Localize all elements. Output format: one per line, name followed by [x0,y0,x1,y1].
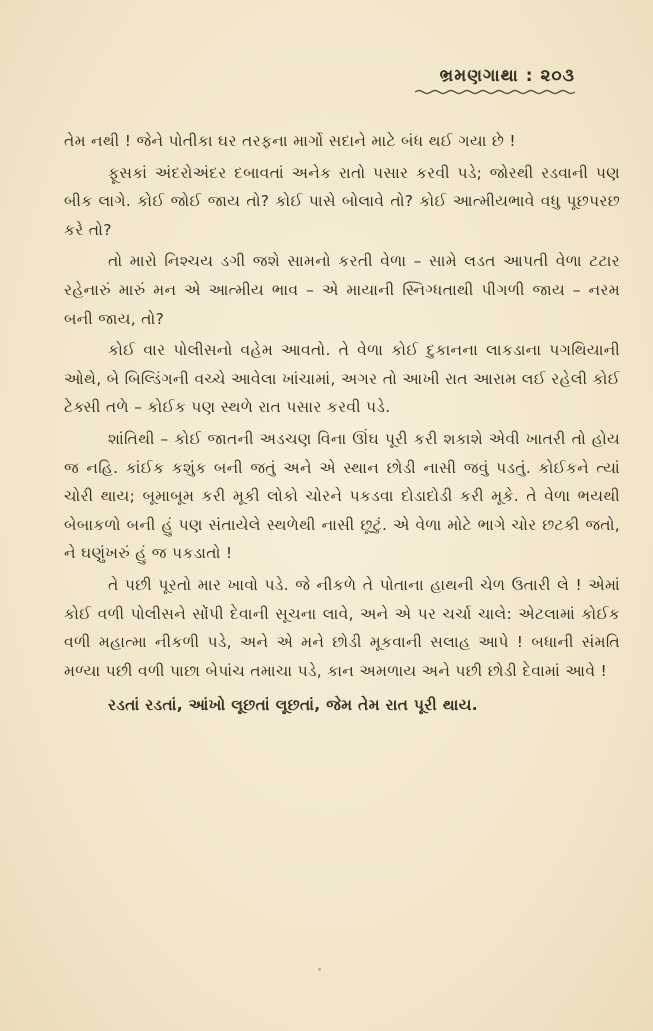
paragraph: તો મારો નિશ્ચય ડગી જશે સામનો કરતી વેળા – સામે લડત આપતી વેળા ટટાર રહેનારું મારું મન એ આત્મીય ભાવ – એ માયાની સ્નિગ્ધતાથી પીગળી જાય – નરમ બની જાય, તો? [64,252,620,328]
paragraph: ફૂસકાં અંદરોઅંદર દબાવતાં અનેક રાતો પસાર કરવી પડે; જોરથી રડવાની પણ બીક લાગે. કોઈ જોઈ જાય તો? કોઈ પાસે બોલાવે તો? કોઈ આત્મીયભાવે વધુ પૂછપરછ કરે તો? [64,163,620,239]
paragraph: તે પછી પૂરતો માર ખાવો પડે. જે નીકળે તે પોતાના હાથની ચેળ ઉતારી લે ! એમાં કોઈ વળી પોલીસને સોંપી દેવાની સૂચના લાવે, અને એ પર ચર્ચા ચાલે: એટલામાં કોઈક વળી મહાત્મા નીકળી પડે, અને એ મને છોડી મૂકવાની સલાહ આપે ! બધાની સંમતિ મળ્યા પછી વળી પાછા બેપાંચ તમાચા પડે, કાન અમળાય અને પછી છોડી દેવામાં આવે ! [64,575,620,680]
running-title: ભ્રમણગાથા : ૨૦૩ [439,66,575,86]
paper-speck [318,968,321,971]
paragraph: શાંતિથી – કોઈ જાતની અડચણ વિના ઊંઘ પૂરી કરી શકાશે એવી ખાતરી તો હોય જ નહિ. કાંઈક કશુંક બની જતું અને એ સ્થાન છોડી નાસી જવું પડતું. કોઈકને ત્યાં ચોરી થાય; બૂમાબૂમ કરી મૂકી લોકો ચોરને પકડવા દોડાદોડી કરી મૂકે. તે વેળા ભયથી બેબાકળો બની હું પણ સંતાયેલે સ્થળેથી નાસી છૂટું. એ વેળા મોટે ભાગે ચોર છટકી જતો, ને ઘણુંખરું હું જ પકડાતો ! [64,429,620,563]
running-header [415,66,575,95]
wavy-underline [415,89,575,95]
paragraph: તેમ નથી ! જેને પોતીકા ઘર તરફના માર્ગો સદાને માટે બંધ થઈ ગયા છે ! [64,132,516,150]
paragraph: રડતાં રડતાં, આંખો લૂછતાં લૂછતાં, જેમ તેમ રાત પૂરી થાય. [108,696,478,715]
body-text [64,127,620,723]
paragraph: કોઈ વાર પોલીસનો વહેમ આવતો. તે વેળા કોઈ દુકાનના લાકડાના પગથિયાની ઓથે, બે બિલ્ડિંગની વચ્ચે આવેલા ખાંચામાં, અગર તો આખી રાત આરામ લઈ રહેલી કોઈ ટેક્સી તળે – કોઈક પણ સ્થળે રાત પસાર કરવી પડે. [64,341,620,417]
